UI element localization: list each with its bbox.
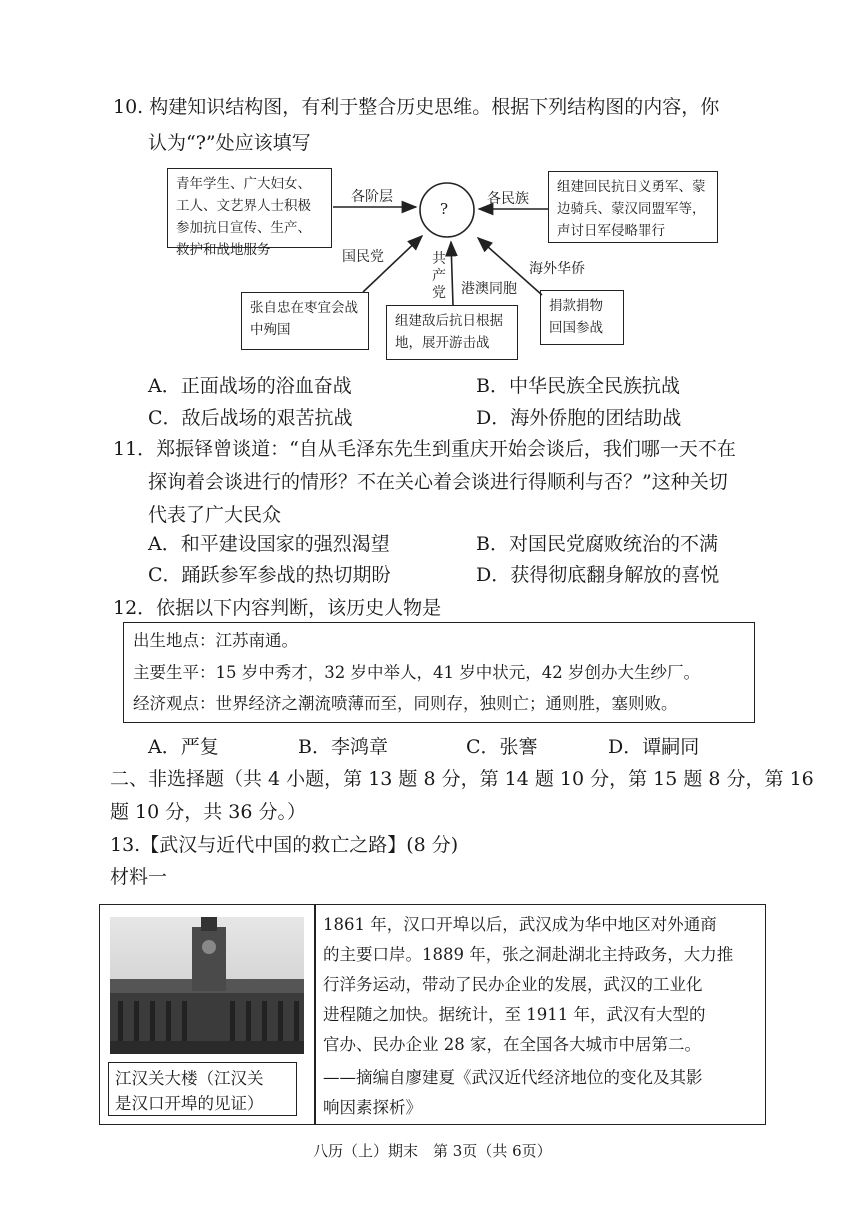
q10-option-a: A．正面战场的浴血奋战 xyxy=(148,375,352,397)
photo-caption-box xyxy=(108,1062,297,1116)
q12-option-b: B．李鸿章 xyxy=(298,736,388,758)
q10-option-b: B．中华民族全民族抗战 xyxy=(476,375,680,397)
page-footer: 八历（上）期末 第 3页（共 6页） xyxy=(313,1142,552,1160)
section2-heading-line2: 题 10 分，共 36 分。） xyxy=(110,801,307,823)
q10-line1: 10. 构建知识结构图，有利于整合历史思维。根据下列结构图的内容，你 xyxy=(113,96,720,118)
label-cpc-1: 共 xyxy=(432,251,446,267)
material-text-line3: 行洋务运动，带动了民办企业的发展，武汉的工业化 xyxy=(323,975,703,994)
section2-heading-line1: 二、非选择题（共 4 小题，第 13 题 8 分，第 14 题 10 分，第 15 题 8 分，第 16 xyxy=(110,768,814,790)
material-one-box xyxy=(99,904,766,1125)
material-source-line2: 响因素探析》 xyxy=(323,1098,422,1117)
q12-option-c: C．张謇 xyxy=(466,736,538,758)
label-cpc-3: 党 xyxy=(432,285,446,301)
box-cpc: 组建敌后抗日根据地，展开游击战 xyxy=(386,305,518,360)
material-text-line5: 官办、民办企业 28 家，在全国各大城市中居第二。 xyxy=(323,1035,701,1054)
label-kmt: 国民党 xyxy=(342,249,384,265)
q12-option-a: A．严复 xyxy=(148,736,219,758)
q11-option-a: A．和平建设国家的强烈渴望 xyxy=(148,533,390,555)
q12-info-birthplace: 出生地点：江苏南通。 xyxy=(133,631,298,650)
label-hk-macao-compatriots: 港澳同胞 xyxy=(461,281,517,297)
center-question-mark: ? xyxy=(440,200,449,218)
q11-line2: 探询着会谈进行的情形？不在关心着会谈进行得顺利与否？”这种关切 xyxy=(148,471,728,493)
q12-line1: 12．依据以下内容判断，该历史人物是 xyxy=(113,597,442,619)
q12-info-life: 主要生平：15 岁中秀才，32 岁中举人，41 岁中状元，42 岁创办大生纱厂。 xyxy=(133,663,700,682)
material-one-label: 材料一 xyxy=(110,866,168,888)
q11-option-d: D．获得彻底翻身解放的喜悦 xyxy=(476,564,720,586)
material-source-line1: ——摘编自廖建夏《武汉近代经济地位的变化及其影 xyxy=(323,1068,703,1087)
photo-caption-line2: 是汉口开埠的见证） xyxy=(115,1094,264,1113)
box-all-classes: 青年学生、广大妇女、工人、文艺界人士积极参加抗日宣传、生产、救护和战地服务 xyxy=(167,168,332,248)
material-text-line1: 1861 年，汉口开埠以后，武汉成为华中地区对外通商 xyxy=(323,915,717,934)
box-overseas-chinese: 捐款捐物回国参战 xyxy=(540,290,624,345)
q11-line3: 代表了广大民众 xyxy=(148,504,282,526)
box-kmt: 张自忠在枣宜会战中殉国 xyxy=(241,292,369,350)
q13-title: 13.【武汉与近代中国的救亡之路】(8 分) xyxy=(110,834,459,856)
q12-info-box xyxy=(123,622,755,723)
label-overseas-chinese: 海外华侨 xyxy=(529,261,585,277)
label-all-ethnic-groups: 各民族 xyxy=(487,191,529,207)
q10-option-c: C．敌后战场的艰苦抗战 xyxy=(148,407,353,429)
q12-option-d: D．谭嗣同 xyxy=(608,736,700,758)
material-text-line2: 的主要口岸。1889 年，张之洞赴湖北主持政务，大力推 xyxy=(323,945,734,964)
label-cpc-2: 产 xyxy=(432,268,446,284)
material-divider xyxy=(314,905,316,1124)
q10-line2: 认为“?”处应该填写 xyxy=(148,132,311,154)
q11-option-c: C．踊跃参军参战的热切期盼 xyxy=(148,564,391,586)
q11-option-b: B．对国民党腐败统治的不满 xyxy=(476,533,718,555)
jianghan-customs-building-photo xyxy=(110,917,304,1054)
photo-caption-line1: 江汉关大楼（江汉关 xyxy=(115,1069,264,1088)
material-text-line4: 进程随之加快。据统计，至 1911 年，武汉有大型的 xyxy=(323,1005,706,1024)
q11-line1: 11．郑振铎曾谈道：“自从毛泽东先生到重庆开始会谈后，我们哪一天不在 xyxy=(113,438,736,460)
arrow-bottom-mid xyxy=(451,242,453,305)
q10-option-d: D．海外侨胞的团结助战 xyxy=(476,407,682,429)
box-all-ethnic-groups: 组建回民抗日义勇军、蒙边骑兵、蒙汉同盟军等，声讨日军侵略罪行 xyxy=(548,171,718,243)
label-all-classes: 各阶层 xyxy=(351,189,393,205)
q12-info-economic-view: 经济观点：世界经济之潮流喷薄而至，同则存，独则亡；通则胜，塞则败。 xyxy=(133,694,678,713)
